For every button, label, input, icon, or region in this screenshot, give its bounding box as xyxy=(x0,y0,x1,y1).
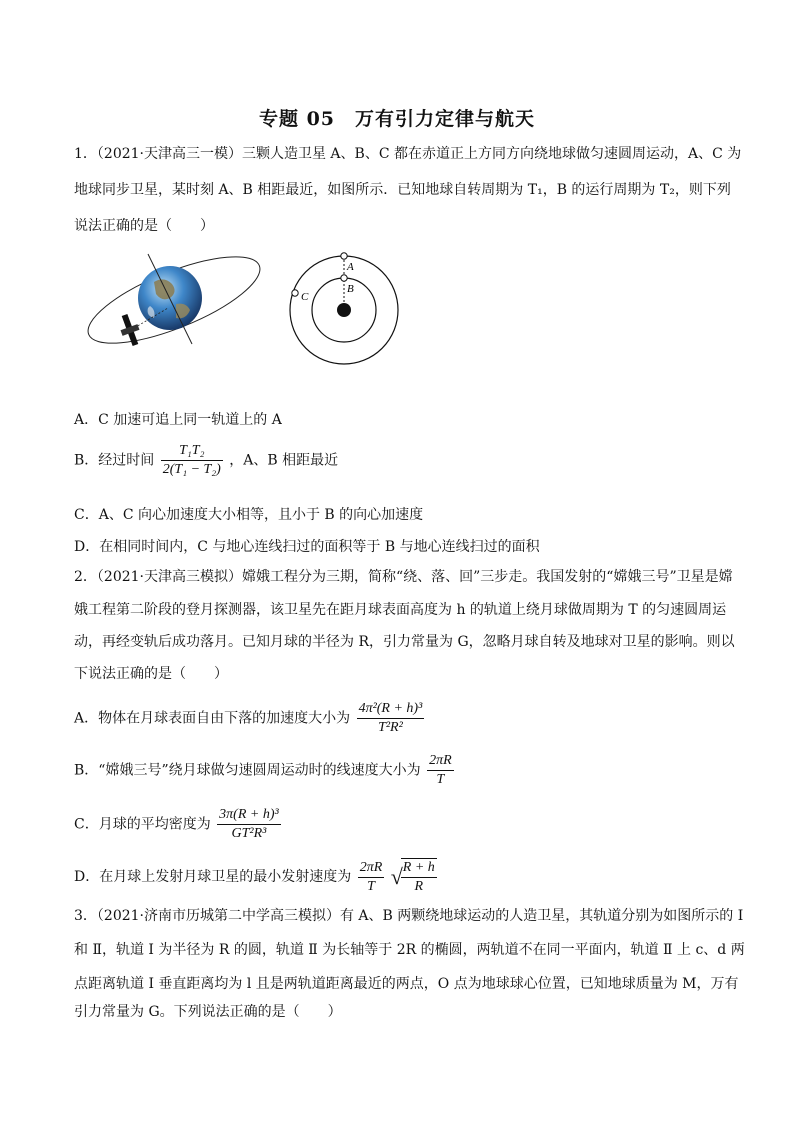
q1-stem-line1: 1．（2021·天津高三一模）三颗人造卫星 A、B、C 都在赤道正上方同方向绕地球做匀速圆周运动，A、C 为 xyxy=(74,146,742,162)
q2-option-b xyxy=(74,752,456,789)
fraction-numerator: 2πR xyxy=(358,859,385,878)
radicand-numerator: R + h xyxy=(401,859,437,878)
q2-option-a-prefix: A．物体在月球表面自由下落的加速度大小为 xyxy=(74,710,351,727)
q1-option-c: C．A、C 向心加速度大小相等，且小于 B 的向心加速度 xyxy=(74,507,424,523)
q2-option-c-fraction xyxy=(217,806,281,843)
q2-stem-line3: 动，再经变轨后成功落月。已知月球的半径为 R，引力常量为 G，忽略月球自转及地球对卫星的影响。则以 xyxy=(74,634,735,650)
q2-option-a xyxy=(74,700,426,737)
fraction-denominator: T xyxy=(367,878,375,894)
label-a: A xyxy=(347,261,354,273)
satellite-c-dot xyxy=(292,290,298,296)
fraction-denominator: 2(T₁ − T₂) xyxy=(162,462,221,477)
square-root: √ $\frac{R + h}{R}$ xyxy=(390,860,435,894)
satellite-a-dot xyxy=(341,253,347,259)
earth-dot xyxy=(337,303,351,317)
q2-option-d xyxy=(74,858,439,896)
page-title: 专题 05 万有引力定律与航天 xyxy=(258,108,536,130)
fraction-numerator: 3π(R + h)³ xyxy=(217,806,281,825)
radicand-denominator: R xyxy=(414,879,424,894)
q3-stem-line4: 引力常量为 G。下列说法正确的是（ ） xyxy=(74,1004,342,1020)
earth-orbit-illustration xyxy=(84,248,264,358)
fraction-numerator: T₁T₂ xyxy=(161,442,223,461)
q2-option-d-prefix: D．在月球上发射月球卫星的最小发射速度为 xyxy=(74,869,352,885)
q2-option-b-prefix: B．“嫦娥三号”绕月球做匀速圆周运动时的线速度大小为 xyxy=(74,762,421,779)
q3-stem-line1: 3．（2021·济南市历城第二中学高三模拟）有 A、B 两颗绕地球运动的人造卫星，其轨道分别为如图所示的 Ⅰ xyxy=(74,908,744,924)
q3-stem-line2: 和 Ⅱ，轨道 Ⅰ 为半径为 R 的圆，轨道 Ⅱ 为长轴等于 2R 的椭圆，两轨道不在同一平面内，轨道 Ⅱ 上 c、d 两 xyxy=(74,942,745,958)
satellite-b-dot xyxy=(341,275,347,281)
fraction-denominator: GT²R³ xyxy=(231,826,267,841)
fraction-denominator: T²R² xyxy=(378,720,403,735)
q2-option-d-fraction xyxy=(358,859,385,896)
q1-option-a: A．C 加速可追上同一轨道上的 A xyxy=(74,412,282,428)
q3-stem-line3: 点距离轨道 Ⅰ 垂直距离均为 l 且是两轨道距离最近的两点，O 点为地球球心位置，已知地球质量为 M，万有 xyxy=(74,976,739,992)
q2-stem-line2: 娥工程第二阶段的登月探测器，该卫星先在距月球表面高度为 h 的轨道上绕月球做周期为 T 的匀速圆周运 xyxy=(74,602,727,618)
q1-stem-line2: 地球同步卫星，某时刻 A、B 相距最近，如图所示．已知地球自转周期为 T₁，B 的运行周期为 T₂，则下列 xyxy=(74,182,731,198)
fraction-numerator: 2πR xyxy=(427,752,454,771)
fraction-denominator: T xyxy=(436,772,445,787)
label-c: C xyxy=(301,291,309,303)
fraction-numerator: 4π²(R + h)³ xyxy=(357,700,425,719)
q2-option-b-fraction xyxy=(427,752,454,789)
q2-option-c-prefix: C．月球的平均密度为 xyxy=(74,816,211,833)
q2-stem-line1: 2．（2021·天津高三模拟）嫦娥工程分为三期，简称“绕、落、回”三步走。我国发射的“嫦娥三号”卫星是嫦 xyxy=(74,569,733,585)
orbit-diagram xyxy=(288,250,404,366)
q2-option-a-fraction xyxy=(357,700,425,737)
q1-stem-line3: 说法正确的是（ ） xyxy=(74,218,214,234)
q1-option-b-suffix: ，A、B 相距最近 xyxy=(229,452,339,469)
q1-option-b-fraction xyxy=(161,442,223,479)
q1-option-b xyxy=(74,442,338,479)
q2-stem-line4: 下说法正确的是（ ） xyxy=(74,666,228,682)
q1-option-b-prefix: B．经过时间 xyxy=(74,452,155,469)
q2-option-c xyxy=(74,806,283,843)
q1-option-d: D．在相同时间内，C 与地心连线扫过的面积等于 B 与地心连线扫过的面积 xyxy=(74,539,540,555)
label-b: B xyxy=(347,283,354,295)
